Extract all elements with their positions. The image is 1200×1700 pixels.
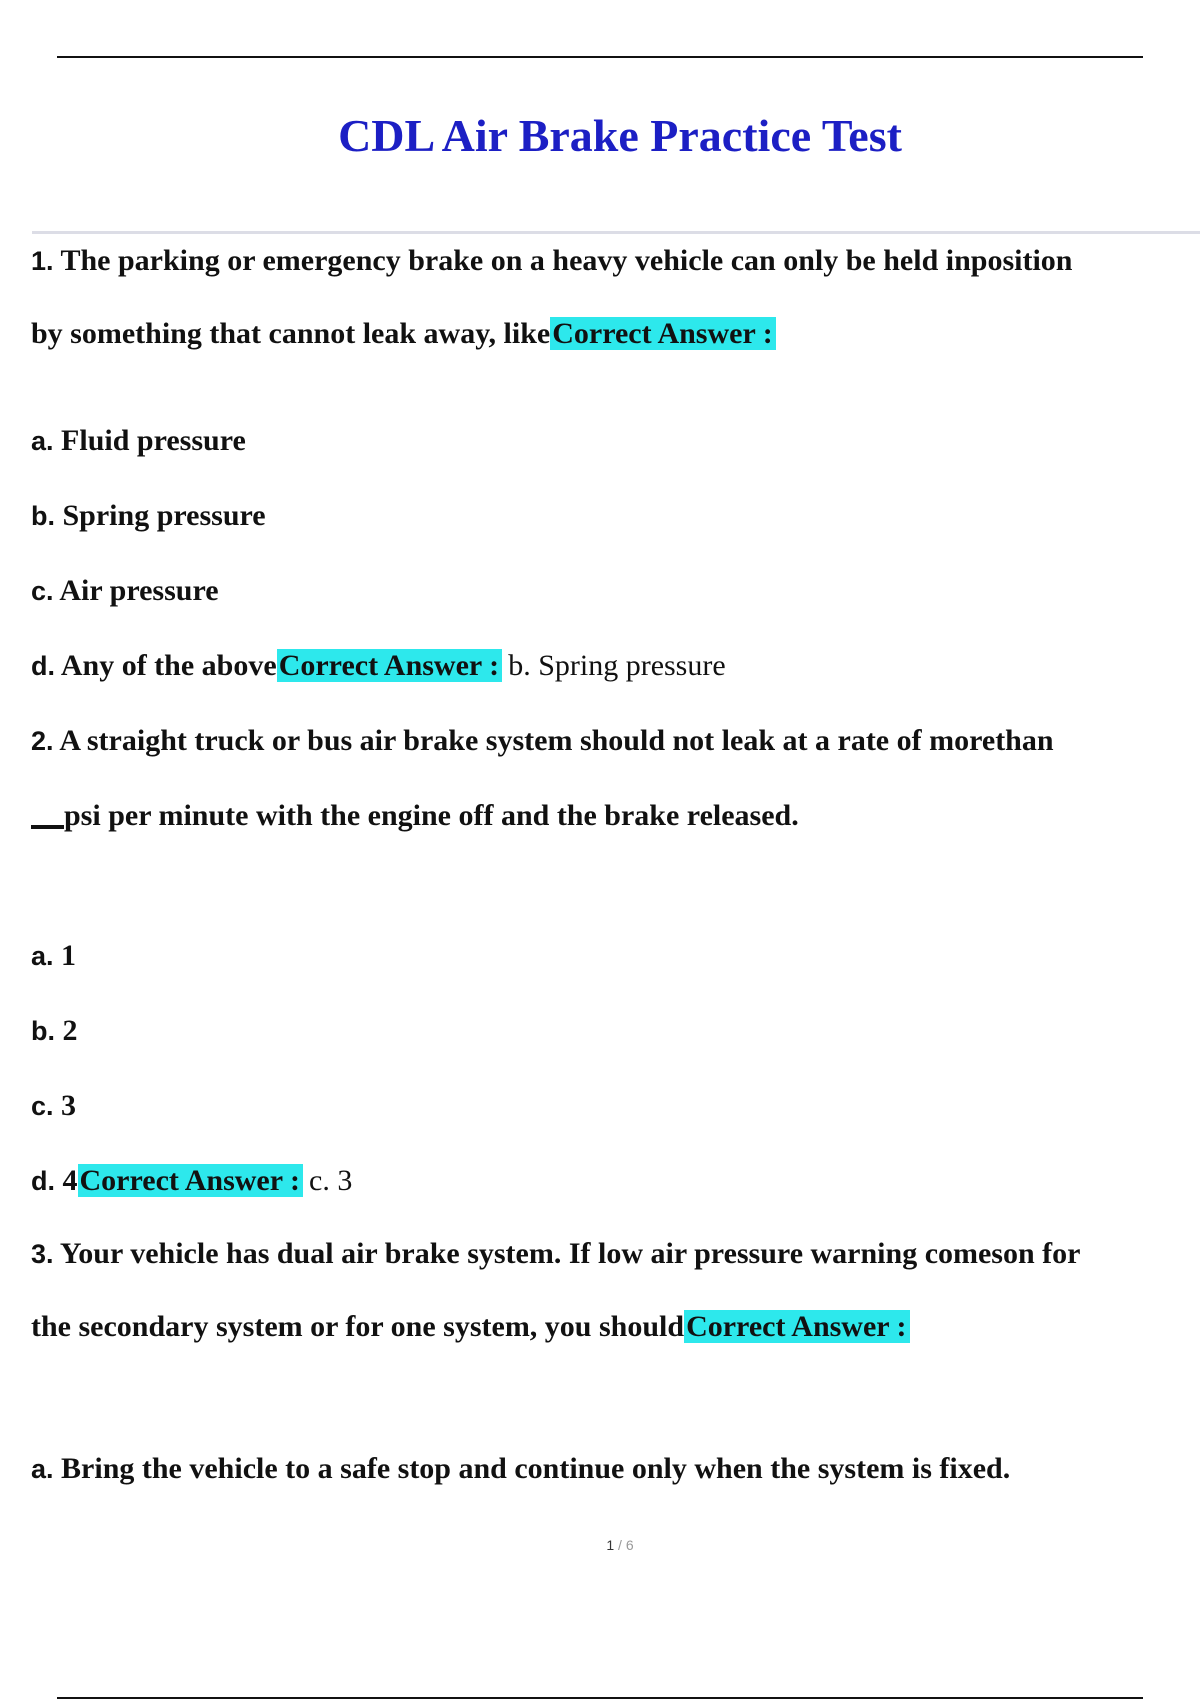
correct-answer-highlight: Correct Answer :	[550, 317, 776, 350]
correct-answer-highlight: Correct Answer :	[684, 1310, 910, 1343]
option-text: Bring the vehicle to a safe stop and continue only when the system is fixed.	[53, 1452, 1011, 1485]
top-rule	[57, 56, 1143, 58]
question-text: by something that cannot leak away, like	[31, 317, 551, 350]
question-number: 2.	[31, 726, 54, 756]
option-a	[31, 935, 76, 977]
option-a	[31, 1448, 1010, 1490]
option-text: 3	[53, 1089, 77, 1122]
question-text: psi per minute with the engine off and the brake released.	[64, 799, 799, 832]
question-number: 1.	[31, 246, 54, 276]
page-number	[0, 1537, 1200, 1553]
correct-answer-value: b. Spring pressure	[508, 649, 726, 682]
option-b	[31, 1010, 78, 1052]
option-c	[31, 1085, 76, 1127]
option-letter: a.	[31, 426, 54, 456]
option-d	[31, 1160, 352, 1202]
option-text: Fluid pressure	[53, 424, 246, 457]
option-letter: b.	[31, 501, 55, 531]
question-3-line-1	[31, 1233, 1080, 1275]
correct-answer-highlight: Correct Answer :	[277, 649, 503, 682]
option-letter: c.	[31, 1091, 54, 1121]
option-text: Air pressure	[53, 574, 219, 607]
question-text: Your vehicle has dual air brake system. If low air pressure warning comeson for	[53, 1237, 1081, 1270]
option-d	[31, 645, 726, 687]
question-1-line-1	[31, 240, 1072, 282]
option-text: Any of the above	[55, 649, 277, 682]
option-letter: a.	[31, 941, 54, 971]
question-1-line-2	[31, 313, 776, 355]
question-2-line-1	[31, 720, 1054, 762]
page-current: 1	[606, 1537, 615, 1553]
option-b	[31, 495, 266, 537]
option-letter: a.	[31, 1454, 54, 1484]
question-2-line-2	[31, 795, 799, 837]
option-letter: d.	[31, 1166, 55, 1196]
page-separator: /	[618, 1537, 622, 1553]
option-letter: b.	[31, 1016, 55, 1046]
option-a	[31, 420, 246, 462]
option-text: Spring pressure	[55, 499, 266, 532]
question-text: A straight truck or bus air brake system should not leak at a rate of morethan	[53, 724, 1054, 757]
option-text: 4	[55, 1164, 78, 1197]
question-text: The parking or emergency brake on a heavy vehicle can only be held inposition	[53, 244, 1073, 277]
option-text: 1	[53, 939, 77, 972]
option-c	[31, 570, 219, 612]
option-text: 2	[55, 1014, 78, 1047]
question-3-line-2	[31, 1306, 910, 1348]
page-total: 6	[625, 1537, 634, 1553]
title-divider	[32, 231, 1200, 234]
question-text: the secondary system or for one system, you should	[31, 1310, 685, 1343]
page-title: CDL Air Brake Practice Test	[338, 110, 902, 161]
option-letter: d.	[31, 651, 55, 681]
fill-in-blank	[31, 825, 64, 829]
bottom-rule	[57, 1697, 1143, 1699]
question-number: 3.	[31, 1239, 54, 1269]
option-letter: c.	[31, 576, 54, 606]
correct-answer-highlight: Correct Answer :	[78, 1164, 304, 1197]
correct-answer-value: c. 3	[309, 1164, 353, 1197]
